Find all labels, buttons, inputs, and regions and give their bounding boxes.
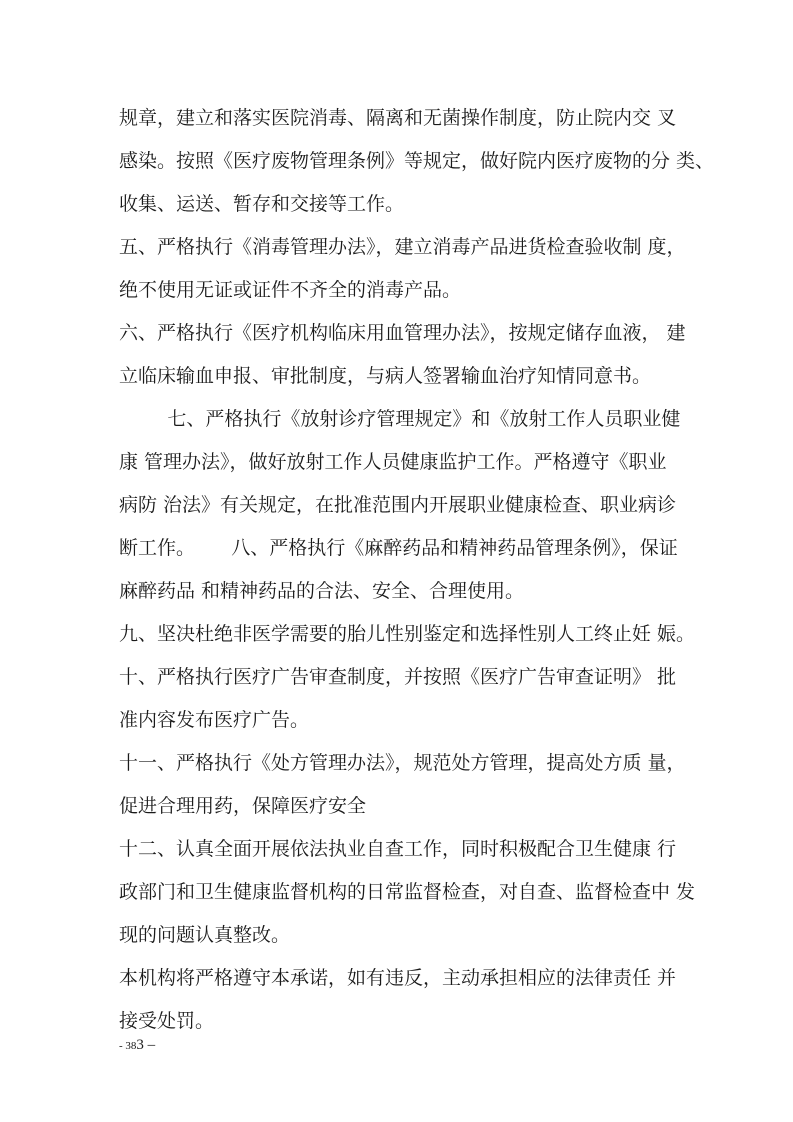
text-line: 康 管理办法》，做好放射工作人员健康监护工作。严格遵守《职业 [119, 451, 667, 473]
text-line: 十二、认真全面开展依法执业自查工作，同时积极配合卫生健康 行 [119, 838, 677, 860]
page-number-big: 3 [136, 1037, 144, 1053]
text-line: 七、严格执行《放射诊疗管理规定》和《放射工作人员职业健 [119, 408, 681, 430]
text-line: 本机构将严格遵守本承诺，如有违反，主动承担相应的法律责任 并 [119, 967, 677, 989]
page-number-suffix: – [143, 1037, 156, 1053]
text-line: 促进合理用药，保障医疗安全 [119, 795, 367, 817]
page-number-prefix: - [119, 1040, 126, 1052]
text-line: 九、坚决杜绝非医学需要的胎儿性别鉴定和选择性别人工终止妊 娠。 [119, 623, 696, 645]
text-line: 六、严格执行《医疗机构临床用血管理办法》，按规定储存血液， 建 [119, 322, 686, 344]
text-line: 十、严格执行医疗广告审查制度，并按照《医疗广告审查证明》 批 [119, 666, 677, 688]
text-line: 政部门和卫生健康监督机构的日常监督检查，对自查、监督检查中 发 [119, 881, 696, 903]
text-line: 麻醉药品 和精神药品的合法、安全、合理使用。 [119, 580, 525, 602]
text-line: 断工作。 八、严格执行《麻醉药品和精神药品管理条例》，保证 [119, 537, 678, 559]
text-line: 收集、运送、暂存和交接等工作。 [119, 193, 405, 215]
text-line: 感染。按照《医疗废物管理条例》等规定，做好院内医疗废物的分 类、 [119, 150, 715, 172]
text-line: 准内容发布医疗广告。 [119, 709, 310, 731]
text-line: 接受处罚。 [119, 1010, 215, 1032]
text-line: 绝不使用无证或证件不齐全的消毒产品。 [119, 279, 462, 301]
page-number [119, 1036, 155, 1054]
text-line: 五、严格执行《消毒管理办法》，建立消毒产品进货检查验收制 度， [119, 236, 686, 258]
text-line: 规章，建立和落实医院消毒、隔离和无菌操作制度，防止院内交 叉 [119, 107, 677, 129]
text-line: 现的问题认真整改。 [119, 924, 291, 946]
text-line: 立临床输血申报、审批制度，与病人签署输血治疗知情同意书。 [119, 365, 652, 387]
text-line: 十一、严格执行《处方管理办法》，规范处方管理，提高处方质 量， [119, 752, 686, 774]
page-number-small: 38 [125, 1040, 137, 1052]
text-line: 病防 治法》有关规定，在批准范围内开展职业健康检查、职业病诊 [119, 494, 677, 516]
